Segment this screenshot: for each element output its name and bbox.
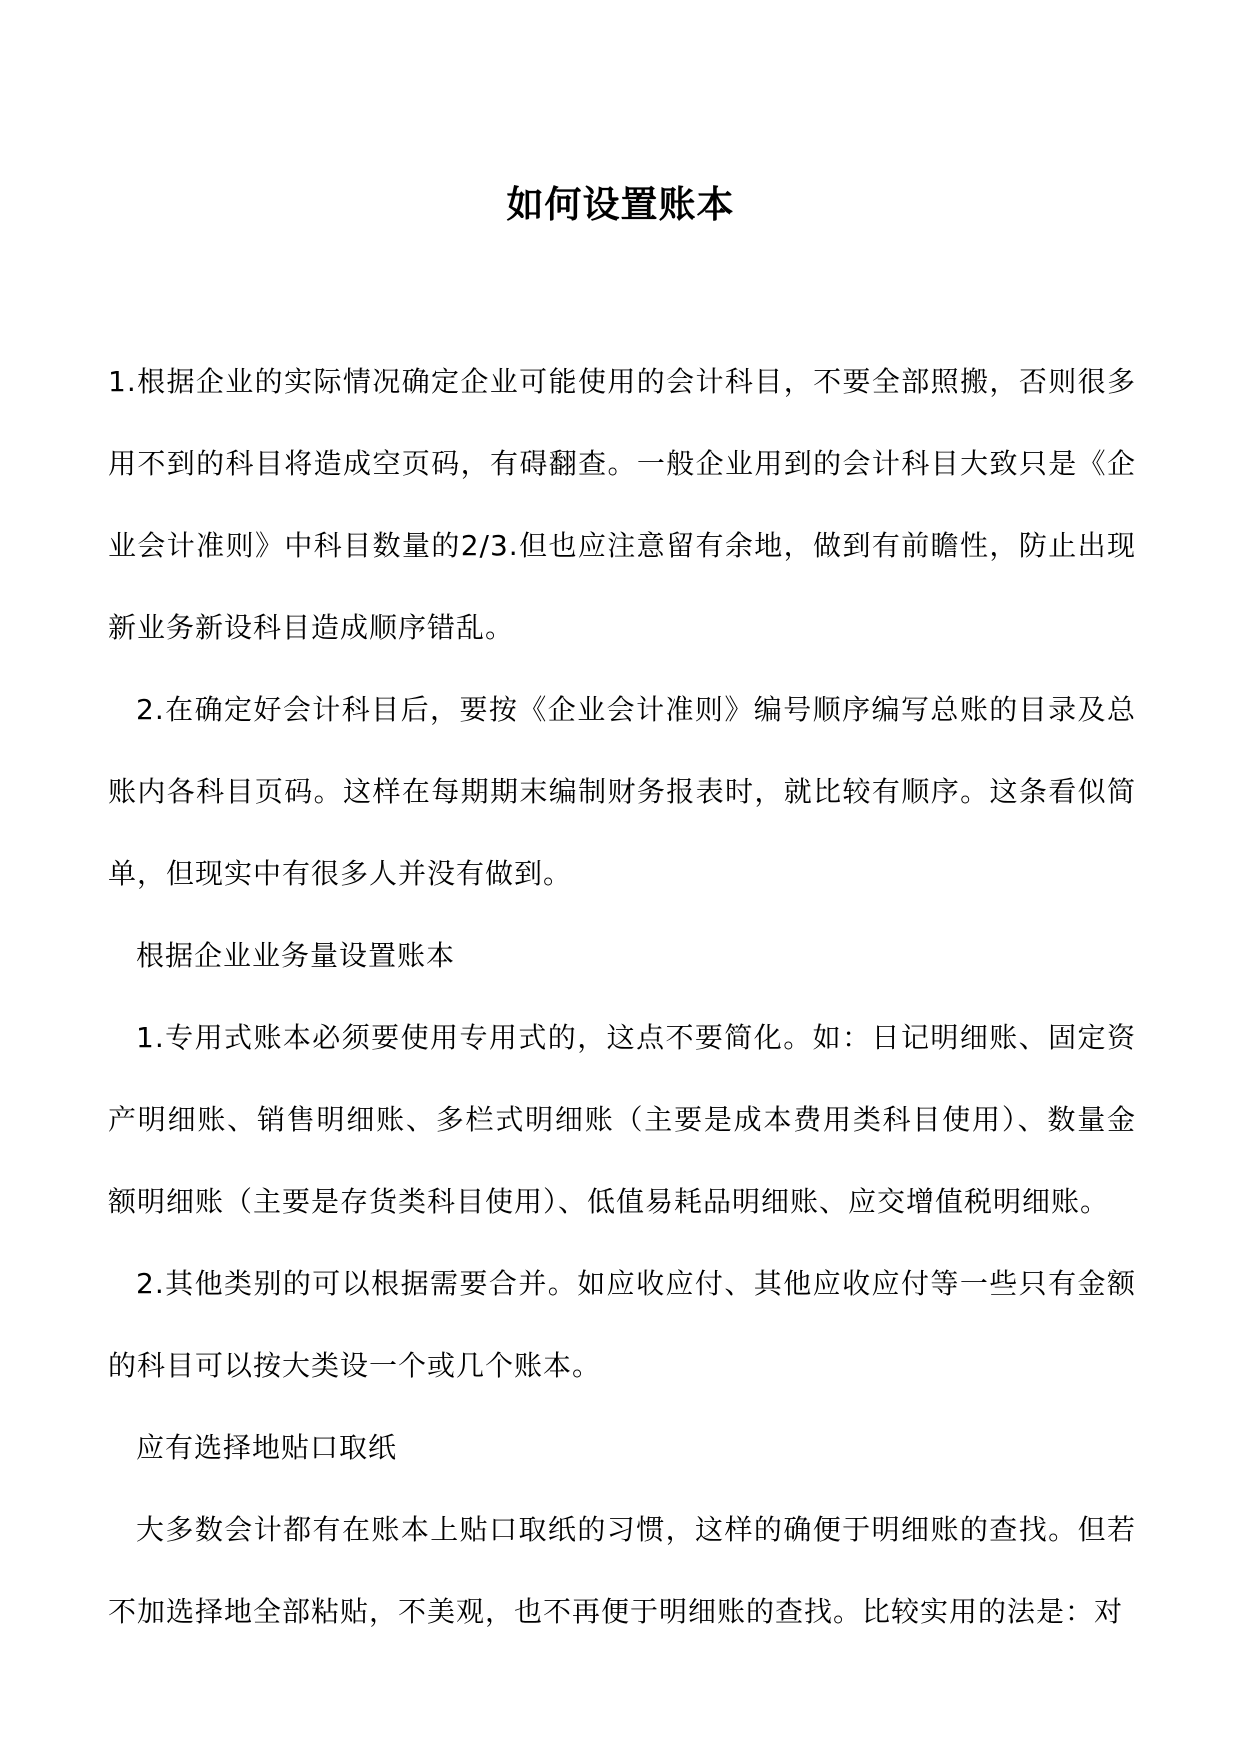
paragraph-special-ledgers: 1.专用式账本必须要使用专用式的，这点不要简化。如：日记明细账、固定资产明细账、销售明细账、多栏式明细账（主要是成本费用类科目使用）、数量金额明细账（主要是存货类科目使用）、低值易耗品明细账、应交增值税明细账。	[108, 1021, 1136, 1218]
paragraph-index-tabs: 大多数会计都有在账本上贴口取纸的习惯，这样的确便于明细账的查找。但若不加选择地全部粘贴，不美观，也不再便于明细账的查找。比较实用的法是：对	[108, 1513, 1136, 1628]
section-heading-index-tabs: 应有选择地贴口取纸	[136, 1431, 398, 1464]
paragraph-account-subjects: 1.根据企业的实际情况确定企业可能使用的会计科目，不要全部照搬，否则很多用不到的科目将造成空页码，有碍翻查。一般企业用到的会计科目大致只是《企业会计准则》中科目数量的2/3.但也应注意留有余地，做到有前瞻性，防止出现新业务新设科目造成顺序错乱。	[108, 365, 1136, 644]
section-heading-business-volume: 根据企业业务量设置账本	[136, 939, 456, 972]
document-body	[108, 341, 1136, 1653]
paragraph-merge-categories: 2.其他类别的可以根据需要合并。如应收应付、其他应收应付等一些只有金额的科目可以按大类设一个或几个账本。	[108, 1267, 1136, 1382]
page-title: 如何设置账本	[506, 182, 735, 226]
paragraph-ledger-order: 2.在确定好会计科目后，要按《企业会计准则》编号顺序编写总账的目录及总账内各科目页码。这样在每期期末编制财务报表时，就比较有顺序。这条看似简单，但现实中有很多人并没有做到。	[108, 693, 1136, 890]
